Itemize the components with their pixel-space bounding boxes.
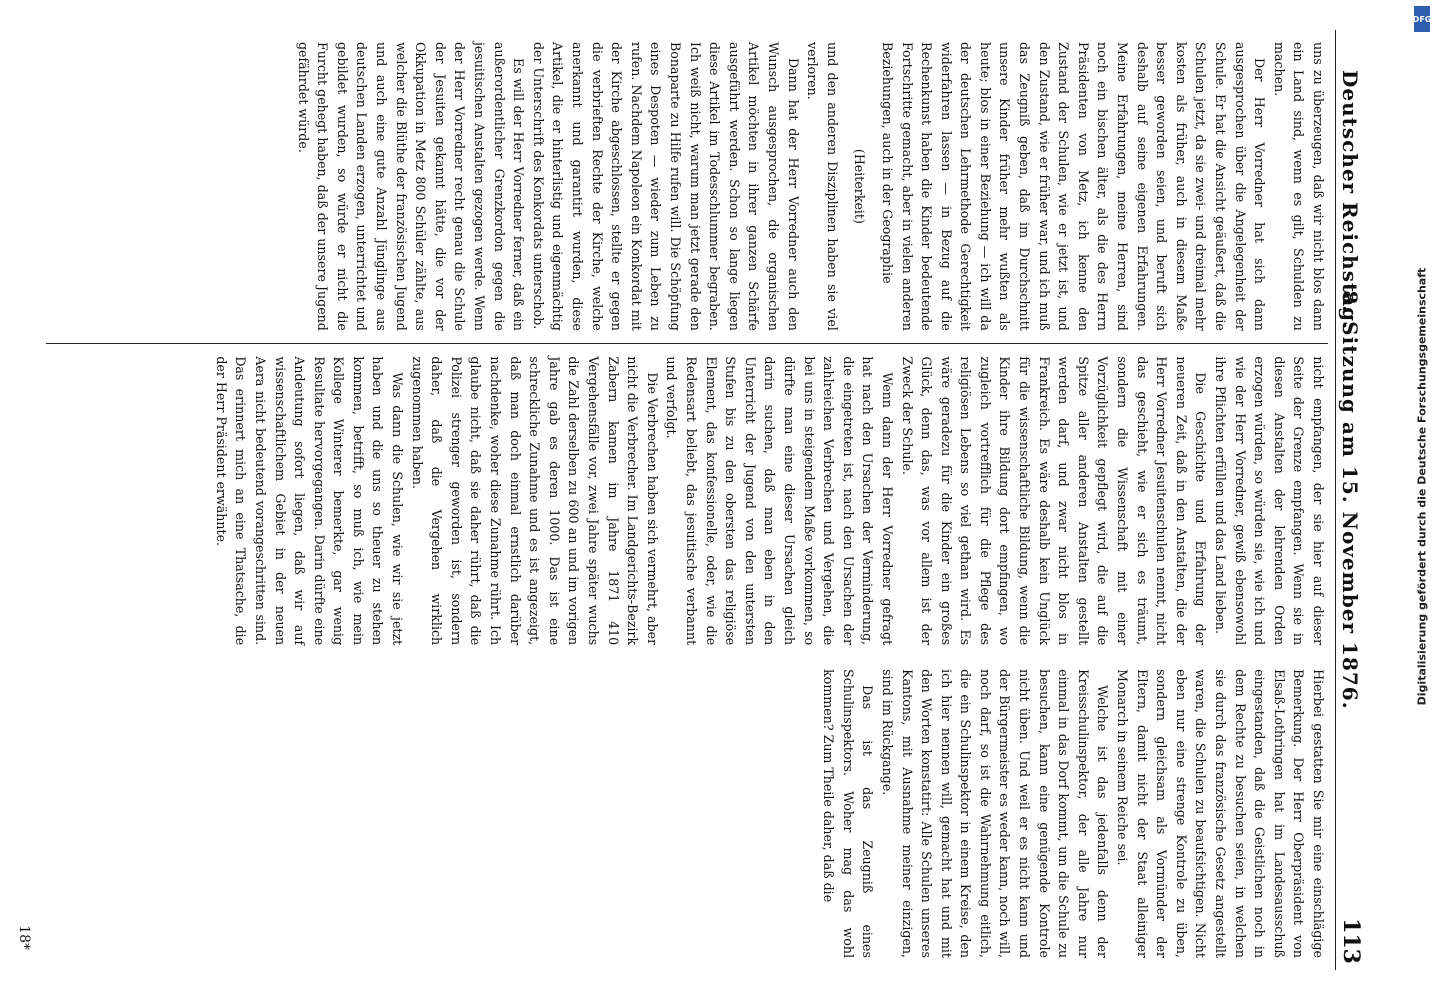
digitization-credit — [1412, 0, 1432, 1000]
paragraph: uns zu überzeugen, daß wir nicht blos dann ein Land sind, wenn es gilt, Schulden zu machen. — [1271, 42, 1326, 331]
column-left — [46, 30, 1328, 343]
paragraph: Wenn dann der Herr Vorredner gefragt hat nach den Ursachen der Verminderung, die eingetreten ist, nach den Ursachen der zahlreichen Verbrechen und Vergehen, die bei uns in steigendem Maße vorkommen, so dürfte man eine dieser Ursachen gleich darin suchen, daß man eben in den Unterricht der Jugend von den untersten Stufen bis zu den obersten das religiöse Element, das konfessionelle, oder, wie die Redensart beliebt, das jesuitische verbannt und verfolgt. — [664, 356, 895, 646]
paragraph: Es will der Herr Vorredner ferner, daß ein außerordentlicher Grenzkordon gegen die jesuitischen Anstalten gezogen werde. Wenn der Herr Vorredner recht genau die Schule der Jesuiten gekannt hätte, die vor der Okkupation in Metz 800 Schüler zählte, aus welcher die Blüthe der französischen Jugend und auch eine gute Anzahl Jünglinge aus deutschen Landen erzogen, unterrichtet und gebildet wurden, so würde er nicht die Furcht gehegt haben, daß der unsere Jugend gefährdet würde. — [295, 42, 527, 331]
paragraph: und den anderen Disziplinen haben sie viel verloren. — [805, 42, 840, 331]
paragraph: Der Herr Vorredner hat sich dann ausgesprochen über die Angelegenheit der Schule. Er hat die Ansicht geäußert, daß die Schulen jetzt, da sie zwei- und dreimal mehr kosten als früher, auch in diesem Maße besser geworden seien, und beruft sich deshalb auf seine eigenen Erfahrungen. Meine Erfahrungen, meine Herren, sind noch ein bischen älter, als die des Herrn Präsidenten von Metz, ich kenne den Zustand der Schulen, wie er jetzt ist, und den Zustand, wie er früher war, und ich muß das Zeugniß geben, daß im Durchschnitt unsere Kinder früher mehr wußten als heute; blos in einer Beziehung — ich will da der deutschen Lehrmethode Gerechtigkeit widerfahren lassen — in Bezug auf die Rechenkunst haben die Kinder bedeutende Fortschritte gemacht, aber in vielen anderen Beziehungen, auch in der Geographie — [879, 42, 1268, 331]
paragraph: Die Geschichte und Erfahrung der neueren Zeit, daß in den Anstalten, die der Herr Vorredner Jesuitenschulen nennt, nicht das geschieht, wie er sich es träumt, sondern die Wissenschaft mit einer Vorzüglichkeit gepflegt wird, die auf die Spitze aller anderen Anstalten gestellt werden darf, und zwar nicht blos in Frankreich. Es wäre deshalb kein Unglück für die wissenschaftliche Bildung, wenn die Kinder ihre Bildung dort empfingen, wo zugleich vortrefflich für die Pflege des religiösen Lebens so viel gethan wird. Es wäre geradezu für die Kinder ein großes Glück, denn das, was vor allem ist der Zweck der Schule. — [899, 356, 1209, 646]
stage-direction: (Heiterkeit) — [852, 148, 868, 224]
paragraph: Was dann die Schulen, wie wir sie jetzt haben und die uns so theuer zu stehen kommen, betrifft, so muß ich, wie mein Kollege Winterer bemerkte, gar wenig Resultate hervorgegangen. Darin dürfte eine Andeutung sofort liegen, daß wir auf wissenschaftlichem Gebiet in der neuen Aera nicht bedeutend vorangeschritten sind. Das erinnert mich an eine Thatsache, die der Herr Präsident erwähnte. — [213, 356, 406, 646]
credit-text: Digitalisierung gefördert durch die Deutsche Forschungsgemeinschaft — [1415, 267, 1429, 706]
paragraph: Dann hat der Herr Vorredner auch den Wunsch ausgesprochen, die organischen Artikel möchten in ihrer ganzen Schärfe ausgeführt werden. Schon so lange liegen diese Artikel im Todesschlummer begraben. Ich weiß nicht, warum man jetzt gerade den Bonaparte zu Hilfe rufen will. Die Schöpfung eines Despoten — wieder zum Leben zu rufen. Nachdem Napoleon ein Konkordat mit der Kirche abgeschlossen, stellte er gegen die verbrieften Rechte der Kirche, welche anerkannt und garantirt wurden, diese Artikel, die er hinterlistig und eigenmächtig der Unterschrift des Konkordats unterschob. — [530, 42, 801, 331]
paragraph: Das ist das Zeugniß eines Schulinspektors. Woher mag das wohl kommen? Zum Theile daher, daß die — [821, 669, 876, 958]
dfg-logo-icon: DFG — [1414, 6, 1430, 32]
signature-mark: 18* — [16, 925, 32, 950]
paragraph: Hierbei gestatten Sie mir eine einschlägige Bemerkung. Der Herr Oberpräsident von Elsaß-Lothringen hat im Landesausschuß eingestanden, daß die Geistlichen noch in dem Rechte zu besuchen seien, in welchen sie durch das französische Gesetz angestellt waren, die Schulen zu beaufsichtigen. Nicht eben nur eine strenge Kontrole zu üben, sondern gleichsam als Vormünder der Eltern, damit nicht der Staat alleiniger Monarch in seinem Reiche sei. — [1115, 669, 1326, 958]
page-number: 113 — [1338, 918, 1364, 964]
session-heading: 8. Sitzung am 15. November 1876. — [1338, 290, 1362, 710]
paragraph: nicht empfangen, der sie hier auf dieser Seite der Grenze empfangen. Wenn sie in diesen Anstalten der lehrenden Orden erzogen würden, so würden sie, wie ich und wie der Herr Vorredner, gewiß ebensowohl ihre Pflichten erfüllen und das Land lieben. — [1213, 356, 1326, 646]
paragraph: Die Verbrechen haben sich vermehrt, aber nicht die Verbrecher. Im Landgerichts-Bezirk Zabern kamen im Jahre 1871 410 Vergehensfälle vor, zwei Jahre später wuchs die Zahl derselben zu 600 an und im vorigen Jahre gab es deren 1000. Das ist eine schreckliche Zunahme und es ist angezeigt, daß man doch einmal ernstlich darüber nachdenke, woher diese Zunahme rührt. Ich glaube nicht, daß sie daher rührt, daß die Polizei strenger geworden ist, sondern daher, daß die Vergehen wirklich zugenommen haben. — [409, 356, 660, 646]
column-middle — [46, 344, 1328, 657]
paragraph: Welche ist das jedenfalls denn der Kreisschulinspektor, der alle Jahre nur einmal in das Dorf kommt, um die Schule zu besuchen, kann eine genügende Kontrole nicht üben. Und weil er es nicht kann und der Bürgermeister es weder kann, noch will, noch darf, so ist die Wahrnehmung eitlich, die ein Schulinspektor in einem Kreise, den ich hier nennen will, gemacht hat und mit den Worten konstatirt: Alle Schulen unseres Kantons, mit Ausnahme meiner einzigen, sind im Rückgange. — [879, 669, 1111, 958]
page-title: Deutscher Reichstag. — [1338, 70, 1362, 331]
column-right — [46, 657, 1328, 970]
page-header — [1335, 30, 1366, 970]
text-columns — [46, 30, 1328, 970]
rotated-page — [6, 30, 1366, 970]
